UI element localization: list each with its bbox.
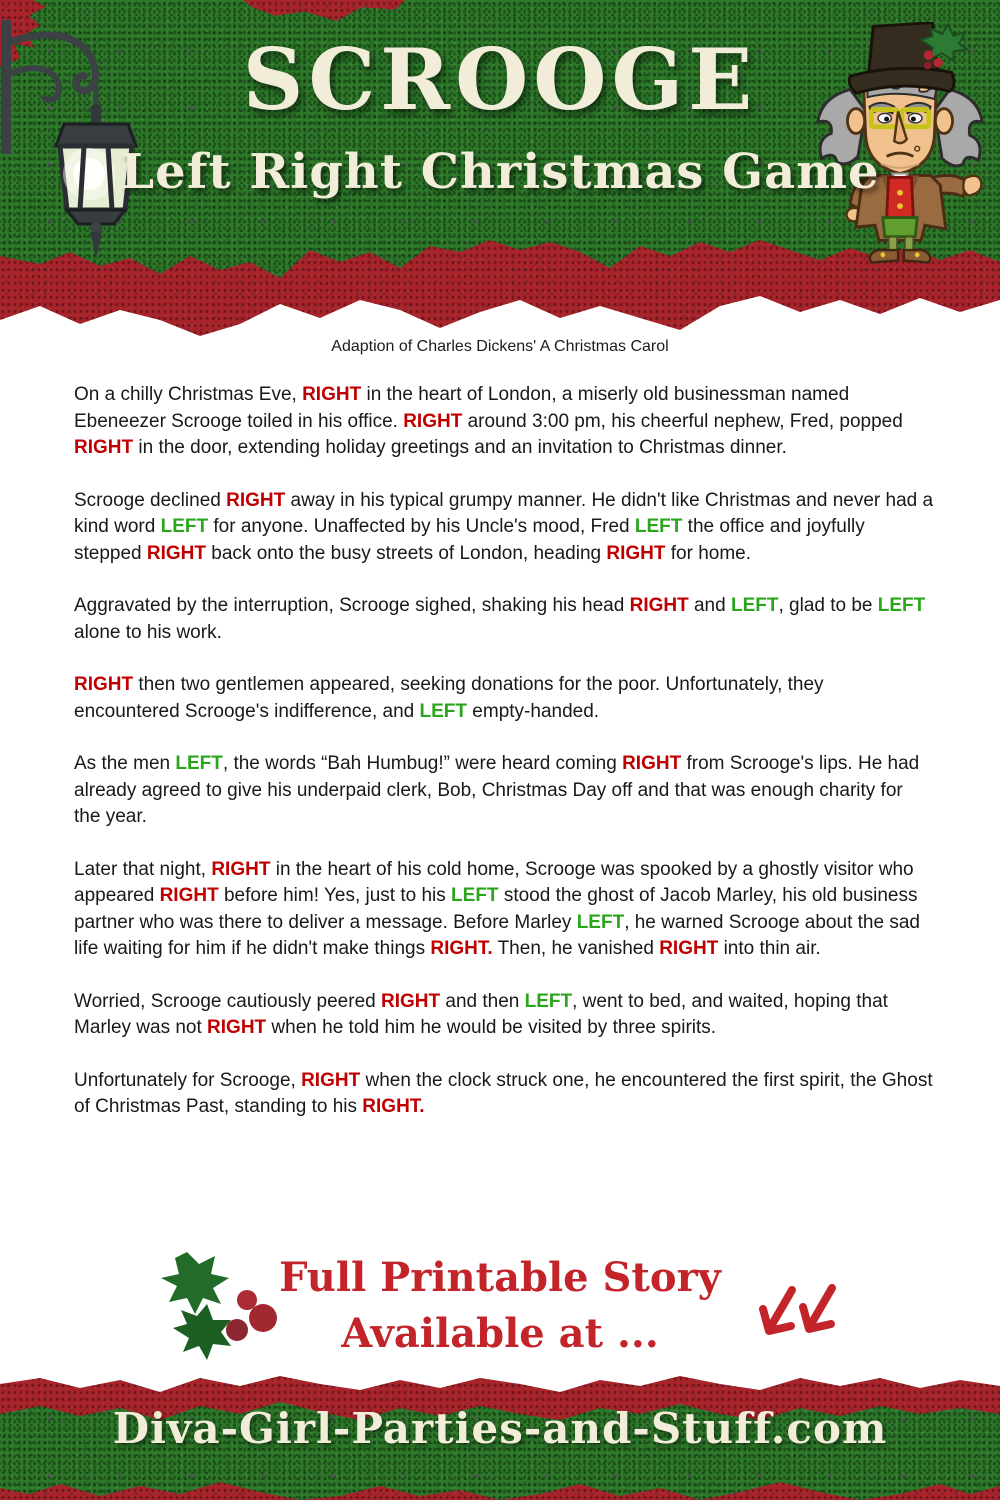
right-keyword: RIGHT — [302, 384, 362, 405]
story-text: alone to his work. — [74, 621, 222, 643]
right-keyword: RIGHT — [211, 858, 271, 880]
story-text: into thin air. — [718, 938, 821, 959]
story-text: the office and joyfully stepped — [74, 516, 865, 564]
site-link[interactable]: Diva-Girl-Parties-and-Stuff.com — [112, 1404, 888, 1453]
promo-section — [0, 1248, 1000, 1373]
adaption-line: Adaption of Charles Dickens' A Christmas Carol — [331, 338, 669, 355]
story-paragraph — [74, 488, 934, 568]
story-paragraph — [74, 672, 934, 725]
right-keyword: RIGHT — [159, 885, 219, 906]
story-text: in the door, extending holiday greetings and an invitation to Christmas dinner. — [133, 437, 787, 458]
right-keyword: RIGHT — [606, 542, 666, 564]
right-keyword: RIGHT — [226, 489, 286, 511]
right-keyword: RIGHT — [74, 674, 134, 695]
header — [0, 0, 1000, 342]
story-text: Aggravated by the interruption, Scrooge sighed, shaking his head — [74, 595, 630, 616]
right-keyword: RIGHT — [207, 1017, 267, 1038]
left-keyword: LEFT — [451, 885, 499, 906]
story-text: Unfortunately for Scrooge, — [74, 1069, 302, 1091]
story-text: As the men — [74, 753, 176, 774]
story-text: Worried, Scrooge cautiously peered — [74, 990, 381, 1012]
story-text: in the heart of London, a miserly old businessman named Ebeneezer Scrooge toiled in his office. — [74, 384, 850, 432]
story-text: back onto the busy streets of London, heading — [206, 542, 607, 564]
story-paragraph — [74, 382, 934, 462]
promo-line1: Full Printable Story — [279, 1254, 721, 1301]
story-text: and — [688, 595, 731, 616]
story-paragraph — [74, 751, 934, 831]
story-paragraphs — [0, 382, 1000, 1121]
left-keyword: LEFT — [730, 595, 779, 616]
right-keyword: RIGHT — [74, 437, 134, 458]
down-left-arrows-icon — [750, 1284, 850, 1354]
left-keyword: LEFT — [576, 911, 625, 933]
story-text: , he warned Scrooge about the sad life waiting for him if he didn't make things — [74, 911, 920, 959]
left-keyword: LEFT — [160, 516, 209, 537]
story-text: from Scrooge's lips. He had already agreed to give his underpaid clerk, Bob, Christmas Day off and that was enough charity for the year. — [74, 753, 920, 827]
story-text: before him! Yes, just to his — [218, 885, 452, 906]
story-text: stood the ghost of Jacob Marley, his old business partner who was there to deliver a message. Before Marley — [74, 885, 918, 933]
promo-line2: Available at ... — [341, 1310, 659, 1357]
story-section — [0, 338, 1000, 1147]
story-text: Later that night, — [74, 858, 212, 880]
story-paragraph — [74, 857, 934, 963]
footer-band — [0, 1368, 1000, 1500]
right-keyword: RIGHT — [659, 938, 719, 959]
right-keyword: RIGHT — [629, 595, 689, 616]
left-keyword: LEFT — [634, 516, 683, 537]
promo-text — [0, 1254, 1000, 1358]
left-keyword: LEFT — [419, 700, 468, 722]
left-keyword: LEFT — [524, 990, 573, 1012]
story-paragraph — [74, 989, 934, 1042]
story-text: , went to bed, and waited, hoping that Marley was not — [74, 990, 888, 1038]
right-keyword: RIGHT — [146, 542, 207, 564]
story-text: empty-handed. — [467, 700, 600, 722]
right-keyword: RIGHT. — [430, 938, 493, 959]
story-paragraph — [74, 593, 934, 646]
story-text: , the words “Bah Humbug!” were heard coming — [222, 753, 623, 774]
story-text: then two gentlemen appeared, seeking donations for the poor. Unfortunately, they encountered Scrooge's indifference, and — [74, 674, 824, 722]
story-text: around 3:00 pm, his cheerful nephew, Fred, popped — [462, 410, 903, 432]
story-text: , glad to be — [778, 595, 878, 616]
story-text: On a chilly Christmas Eve, — [74, 384, 303, 405]
right-keyword: RIGHT. — [362, 1096, 425, 1117]
story-text: when the clock struck one, he encountered the first spirit, the Ghost of Christmas Past, standing to his — [74, 1069, 933, 1117]
story-text: in the heart of his cold home, Scrooge was spooked by a ghostly visitor who appeared — [74, 858, 914, 906]
right-keyword: RIGHT — [380, 990, 441, 1012]
story-text: and then — [440, 990, 525, 1012]
page-title: SCROOGE — [242, 30, 758, 129]
story-paragraph — [74, 1068, 934, 1121]
right-keyword: RIGHT — [301, 1069, 361, 1091]
story-text: for home. — [665, 542, 752, 564]
story-text: when he told him he would be visited by three spirits. — [266, 1017, 717, 1038]
story-text: Then, he vanished — [492, 938, 660, 959]
story-text: Scrooge declined — [74, 489, 227, 511]
header-titles — [0, 30, 1000, 200]
left-keyword: LEFT — [877, 595, 926, 616]
right-keyword: RIGHT — [403, 410, 463, 432]
story-text: for anyone. Unaffected by his Uncle's mood, Fred — [208, 516, 635, 537]
page-subtitle: Left Right Christmas Game — [120, 144, 880, 200]
left-keyword: LEFT — [175, 753, 223, 774]
story-text: away in his typical grumpy manner. He didn't like Christmas and never had a kind word — [74, 489, 934, 537]
right-keyword: RIGHT — [622, 753, 682, 774]
